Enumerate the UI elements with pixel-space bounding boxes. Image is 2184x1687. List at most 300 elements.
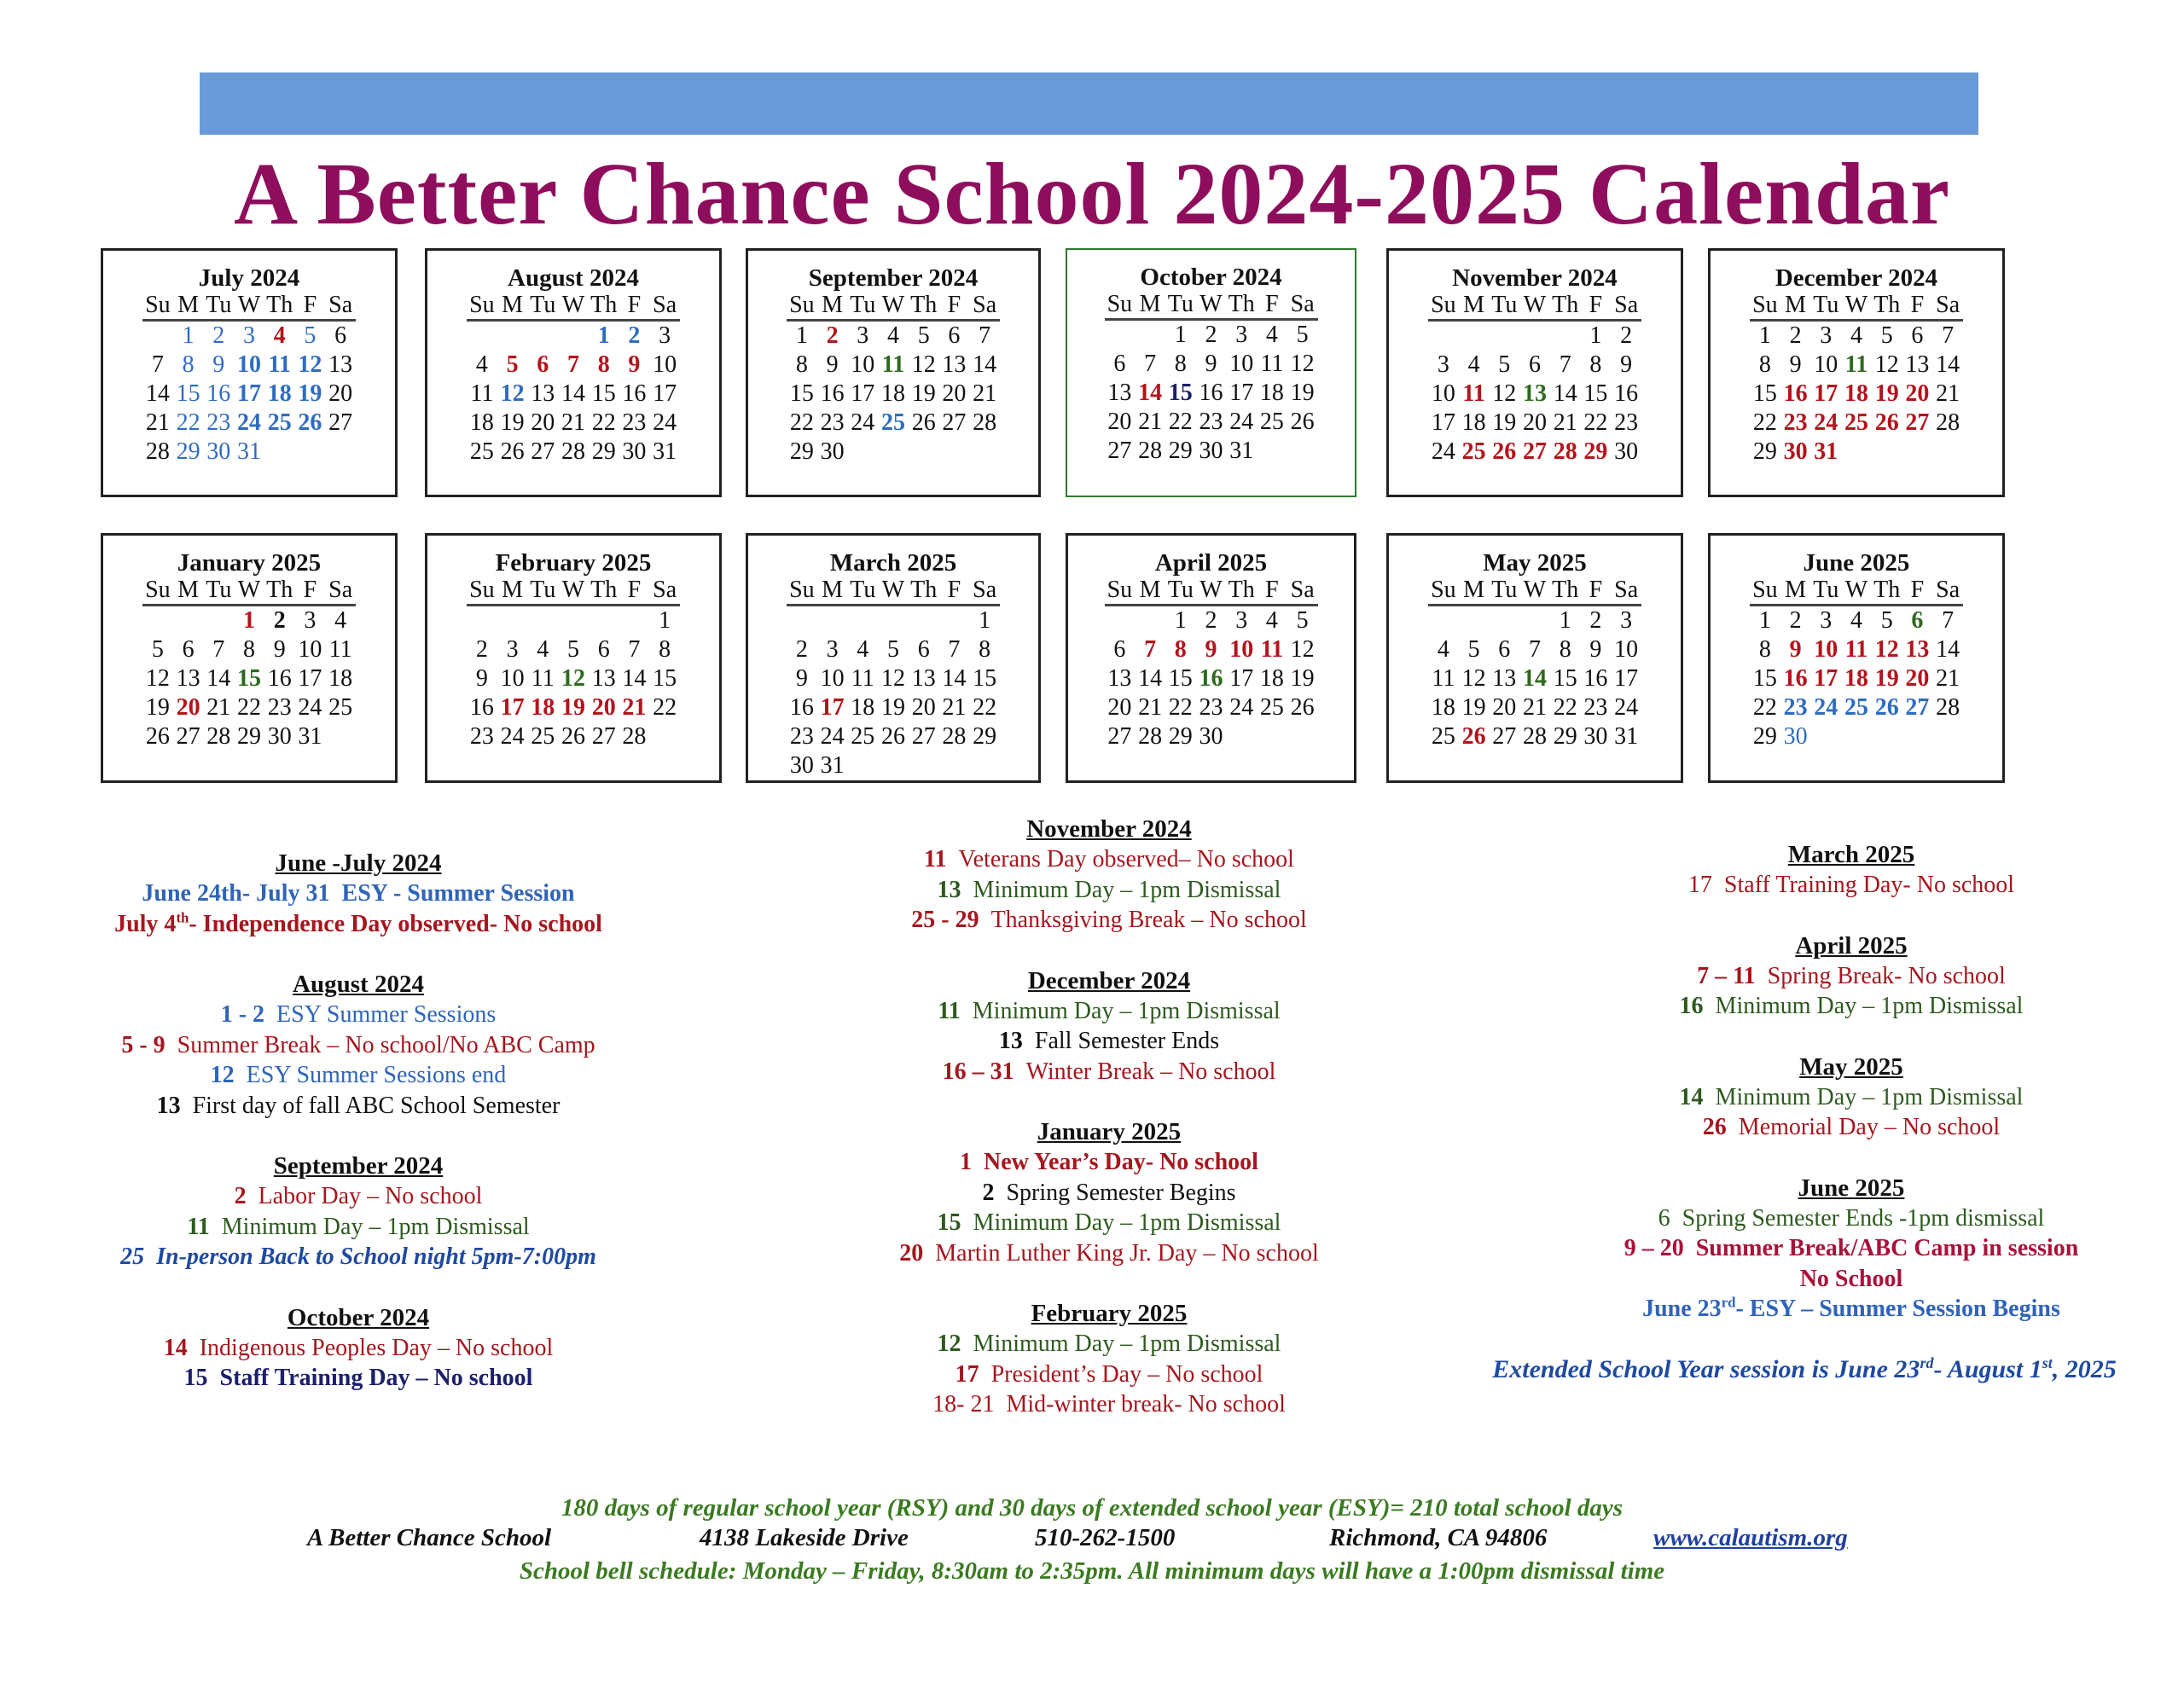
day-cell: 26: [298, 409, 322, 436]
page-title: A Better Chance School 2024-2025 Calendar: [233, 145, 1951, 243]
event-item: [1553, 961, 2150, 992]
month-title: August 2024: [508, 264, 639, 292]
day-cell: 2: [628, 322, 641, 349]
day-cell: 4: [1265, 322, 1278, 348]
day-cell: 25: [469, 438, 494, 465]
day-cell: 14: [1553, 380, 1577, 407]
day-cell: 7: [948, 636, 961, 663]
day-cell: 9: [1205, 351, 1217, 377]
day-cell: 27: [531, 438, 555, 465]
day-cell: 29: [591, 438, 616, 465]
day-cell: 28: [1936, 409, 1960, 436]
day-cell: 30: [267, 723, 292, 750]
event-section: [1553, 1052, 2150, 1143]
day-cell: 9: [475, 665, 488, 692]
day-cell: 14: [942, 665, 967, 692]
day-cell: 19: [298, 380, 322, 407]
event-item: [810, 996, 1408, 1027]
day-cell: 24: [236, 409, 261, 436]
day-cell: 10: [1814, 636, 1838, 663]
day-cell: 16: [1783, 665, 1808, 692]
day-cell: 18: [1844, 665, 1868, 692]
day-cell: 24: [1431, 438, 1455, 465]
day-cell: 11: [470, 380, 494, 407]
day-cell: 23: [622, 409, 647, 436]
event-item: [810, 1238, 1408, 1269]
day-cell: 29: [236, 723, 261, 750]
day-cell: 6: [1528, 351, 1541, 378]
day-cell: 10: [820, 665, 845, 692]
day-cell: 25: [267, 409, 292, 436]
weekday-header: Su M Tu W Th F Sa: [1750, 292, 1963, 322]
day-cell: 23: [1783, 409, 1808, 436]
weekday-header: Su M Tu W Th F Sa: [1750, 577, 1963, 606]
day-cell: 2: [212, 322, 225, 349]
event-text: Spring Break- No school: [1767, 962, 2006, 989]
day-cell: 15: [176, 380, 200, 407]
school-city: Richmond, CA 94806: [1329, 1524, 1548, 1551]
event-text: Winter Break – No school: [1025, 1058, 1276, 1085]
event-text: Summer Break/ABC Camp in session: [1695, 1235, 2079, 1261]
event-date: 11: [187, 1213, 210, 1240]
day-cell: 20: [1492, 694, 1517, 721]
day-cell: 18: [1259, 665, 1284, 692]
event-item: July 4th- Independence Day observed- No school: [114, 909, 602, 937]
day-cell: 16: [1614, 380, 1639, 407]
day-cell: 31: [1814, 438, 1838, 465]
event-section: [1553, 840, 2150, 901]
event-section: [60, 1151, 657, 1272]
day-cell: 18: [267, 380, 292, 407]
day-cell: 26: [1461, 723, 1486, 750]
day-cell: 19: [1874, 380, 1899, 407]
day-cell: 3: [1235, 322, 1248, 348]
day-cell: 16: [1583, 665, 1608, 692]
day-cell: 28: [561, 438, 585, 465]
day-cell: 23: [1783, 694, 1808, 721]
month-december-2024: [1708, 248, 2005, 497]
day-cell: 4: [1437, 636, 1449, 663]
day-cell: 24: [820, 723, 845, 750]
month-title: March 2025: [829, 549, 957, 577]
event-date: July 4: [114, 910, 177, 937]
day-cell: 25: [1259, 409, 1284, 435]
day-cell: 11: [851, 665, 874, 692]
event-text: Fall Semester Ends: [1034, 1028, 1220, 1054]
day-cell: 22: [1168, 694, 1193, 721]
day-cell: 25: [531, 723, 555, 750]
event-date: 17: [1687, 872, 1712, 898]
day-cell: 8: [1758, 351, 1771, 378]
day-cell: 29: [1168, 723, 1193, 750]
day-cell: 1: [1174, 607, 1187, 634]
day-cell: 2: [826, 322, 839, 349]
event-item: [1553, 1112, 2150, 1143]
event-section-heading: January 2025: [1037, 1118, 1182, 1145]
day-cell: 8: [182, 351, 195, 378]
day-cell: 1: [182, 322, 195, 349]
day-cell: 23: [469, 723, 494, 750]
day-cell: 6: [537, 351, 549, 378]
day-cell: 26: [561, 723, 585, 750]
event-date: 18- 21: [932, 1391, 995, 1417]
event-text: New Year’s Day- No school: [984, 1149, 1258, 1175]
day-cell: 19: [561, 694, 585, 721]
day-cell: 5: [304, 322, 317, 349]
day-cell: 29: [1168, 438, 1193, 464]
day-cell: 26: [1492, 438, 1517, 465]
event-date: 17: [955, 1360, 979, 1388]
event-text: Minimum Day – 1pm Dismissal: [973, 876, 1281, 903]
day-cell: 5: [1880, 607, 1893, 634]
day-cell: 13: [1492, 665, 1517, 692]
event-date: 16: [1679, 993, 1704, 1019]
day-cell: 25: [1431, 723, 1455, 750]
day-cell: 8: [242, 636, 255, 663]
day-cell: 1: [1174, 322, 1187, 348]
weekday-header: Su M Tu W Th F Sa: [1428, 577, 1641, 606]
event-item: [1553, 870, 2150, 901]
school-address: 4138 Lakeside Drive: [700, 1524, 909, 1551]
event-date: 6: [1658, 1204, 1670, 1232]
day-cell: 19: [1874, 665, 1899, 692]
day-cell: 31: [1614, 723, 1639, 750]
event-text: Memorial Day – No school: [1738, 1114, 2001, 1140]
day-cell: 12: [1290, 636, 1315, 663]
event-section-heading: May 2025: [1799, 1052, 1903, 1081]
day-cell: 16: [469, 694, 494, 721]
event-section: [60, 1303, 657, 1394]
event-text: ESY Summer Sessions: [276, 1001, 497, 1028]
weekday-header: Su M Tu W Th F Sa: [1105, 577, 1318, 606]
day-cell: 29: [973, 723, 997, 750]
day-cell: 15: [236, 665, 261, 692]
day-cell: 14: [1138, 665, 1163, 692]
day-cell: 18: [328, 665, 353, 692]
day-cell: 11: [268, 351, 291, 378]
event-item: [60, 1181, 657, 1212]
day-cell: 8: [979, 636, 991, 663]
day-cell: 10: [653, 351, 677, 378]
day-cell: 14: [1936, 351, 1960, 378]
esy-session-note: Extended School Year session is June 23rd- August 1st, 2025: [1492, 1354, 2117, 1383]
day-cell: 21: [206, 694, 231, 721]
day-cell: 9: [1589, 636, 1602, 663]
day-cell: 18: [1844, 380, 1868, 407]
day-cell: 3: [826, 636, 839, 663]
day-cell: 19: [500, 409, 525, 436]
day-cell: 22: [1168, 409, 1193, 435]
event-text: - ESY – Summer Session Begins: [1735, 1296, 2060, 1322]
month-august-2024: [425, 248, 722, 497]
weekday-header: Su M Tu W Th F Sa: [467, 292, 680, 322]
day-cell: 14: [561, 380, 585, 407]
day-cell: 9: [1205, 636, 1217, 663]
day-cell: 2: [1789, 607, 1802, 634]
day-cell: 1: [242, 607, 255, 634]
day-cell: 17: [298, 665, 322, 692]
day-cell: 16: [820, 380, 845, 407]
event-text: No School: [1799, 1265, 1903, 1292]
day-cell: 24: [1814, 694, 1838, 721]
day-cell: 19: [880, 694, 905, 721]
event-date: 5 - 9: [121, 1031, 166, 1058]
day-cell: 18: [531, 694, 555, 721]
event-section: [1553, 1174, 2150, 1325]
day-cell: 13: [1905, 636, 1930, 663]
day-cell: 18: [469, 409, 494, 436]
event-section-heading: February 2025: [1031, 1300, 1188, 1327]
day-cell: 29: [1553, 723, 1577, 750]
day-cell: 14: [1522, 665, 1547, 692]
day-cell: 12: [145, 665, 170, 692]
event-date: 11: [938, 997, 961, 1024]
event-date: 12: [210, 1062, 235, 1088]
day-cell: 22: [973, 694, 997, 721]
day-cell: 27: [942, 409, 967, 436]
event-item: [1553, 1264, 2150, 1295]
day-cell: 24: [1229, 694, 1254, 721]
day-cell: 5: [1498, 351, 1511, 378]
day-cell: 28: [1138, 723, 1163, 750]
day-cell: 30: [1199, 438, 1223, 464]
day-cell: 9: [212, 351, 225, 378]
day-cell: 20: [942, 380, 967, 407]
day-cell: 6: [182, 636, 195, 663]
month-title: October 2024: [1140, 264, 1282, 291]
day-cell: 26: [1874, 694, 1899, 721]
day-cell: 15: [1752, 665, 1777, 692]
day-cell: 5: [886, 636, 899, 663]
day-cell: 28: [1553, 438, 1577, 465]
day-cell: 3: [242, 322, 255, 349]
event-text: Veterans Day observed– No school: [958, 846, 1294, 872]
event-item: [60, 1212, 657, 1243]
day-cell: 5: [151, 636, 164, 663]
month-october-2024: [1066, 248, 1356, 497]
day-cell: 14: [206, 665, 231, 692]
day-cell: 5: [506, 351, 519, 378]
days-summary: 180 days of regular school year (RSY) and 30 days of extended school year (ESY)= 210 total school days: [561, 1494, 1623, 1522]
day-cell: 19: [1290, 380, 1315, 406]
day-cell: 16: [622, 380, 647, 407]
event-date: June 24th- July 31: [142, 880, 330, 907]
event-text: Staff Training Day- No school: [1723, 872, 2015, 898]
day-cell: 17: [851, 380, 875, 407]
day-cell: 23: [1583, 694, 1608, 721]
month-february-2025: [425, 533, 722, 783]
day-cell: 15: [1168, 380, 1193, 406]
day-cell: 27: [176, 723, 200, 750]
day-cell: 12: [911, 351, 936, 378]
day-cell: 1: [1758, 322, 1771, 349]
month-may-2025: [1386, 533, 1683, 783]
event-text: Indigenous Peoples Day – No school: [199, 1334, 554, 1361]
day-cell: 3: [1620, 607, 1633, 634]
event-text: ESY Summer Sessions end: [246, 1062, 507, 1088]
day-cell: 5: [566, 636, 579, 663]
day-cell: 13: [1107, 665, 1132, 692]
day-cell: 31: [1229, 438, 1254, 464]
day-cell: 15: [591, 380, 616, 407]
day-cell: 25: [1259, 694, 1284, 721]
event-section-heading: June 2025: [1798, 1174, 1905, 1202]
day-cell: 16: [1199, 380, 1223, 406]
school-name: A Better Chance School: [307, 1524, 552, 1551]
event-item: [810, 1208, 1408, 1238]
day-cell: 11: [1844, 351, 1868, 378]
website-link[interactable]: www.calautism.org: [1653, 1524, 1848, 1551]
day-cell: 26: [911, 409, 936, 436]
day-cell: 30: [206, 438, 231, 465]
day-cell: 12: [1290, 351, 1315, 377]
month-title: February 2025: [495, 549, 652, 577]
day-cell: 12: [1492, 380, 1517, 407]
event-item: [60, 1000, 657, 1030]
event-section: [810, 1117, 1408, 1268]
month-title: December 2024: [1774, 264, 1938, 292]
day-cell: 2: [1620, 322, 1633, 349]
event-section-heading: November 2024: [1026, 815, 1192, 843]
day-cell: 29: [1752, 723, 1777, 750]
event-text: Martin Luther King Jr. Day – No school: [935, 1239, 1319, 1267]
day-cell: 24: [1229, 409, 1254, 435]
event-date: 9 – 20: [1623, 1235, 1684, 1261]
day-cell: 18: [880, 380, 905, 407]
event-item: [1553, 991, 2150, 1022]
day-cell: 19: [1461, 694, 1486, 721]
month-title: September 2024: [808, 264, 979, 292]
day-cell: 3: [506, 636, 519, 663]
day-cell: 20: [328, 380, 353, 407]
day-cell: 22: [1752, 694, 1777, 721]
event-date: 2: [982, 1179, 995, 1206]
day-cell: 6: [1113, 351, 1126, 377]
day-cell: 7: [212, 636, 225, 663]
day-cell: 24: [298, 694, 322, 721]
day-cell: 4: [273, 322, 286, 349]
event-date: 26: [1702, 1114, 1727, 1140]
event-item: [1553, 1233, 2150, 1264]
day-cell: 25: [1461, 438, 1486, 465]
day-cell: 2: [475, 636, 488, 663]
day-cell: 12: [1874, 351, 1899, 378]
day-cell: 14: [1138, 380, 1163, 406]
day-cell: 9: [795, 665, 808, 692]
event-date: 20: [899, 1239, 924, 1267]
day-cell: 21: [1936, 665, 1960, 692]
day-cell: 8: [1174, 351, 1187, 377]
event-text: Summer Break – No school/No ABC Camp: [177, 1031, 595, 1058]
day-cell: 3: [857, 322, 869, 349]
month-september-2024: [746, 248, 1041, 497]
day-cell: 27: [328, 409, 353, 436]
event-item: [810, 1147, 1408, 1178]
day-cell: 22: [653, 694, 677, 721]
day-cell: 16: [1783, 380, 1808, 407]
weekday-header: Su M Tu W Th F Sa: [787, 577, 1000, 606]
day-cell: 23: [1614, 409, 1639, 436]
day-cell: 18: [851, 694, 875, 721]
event-section-heading: September 2024: [273, 1152, 444, 1180]
day-cell: 10: [1814, 351, 1838, 378]
event-text: Minimum Day – 1pm Dismissal: [221, 1213, 530, 1240]
day-cell: 28: [145, 438, 170, 465]
event-date: 13: [937, 876, 961, 903]
day-cell: 24: [1814, 409, 1838, 436]
day-cell: 10: [1431, 380, 1455, 407]
day-cell: 12: [298, 351, 322, 378]
event-text: Spring Semester Begins: [1006, 1179, 1236, 1206]
day-cell: 19: [1290, 665, 1315, 692]
event-text: - Independence Day observed- No school: [189, 910, 602, 937]
day-cell: 29: [1752, 438, 1777, 465]
day-cell: 3: [304, 607, 317, 634]
day-cell: 26: [880, 723, 905, 750]
day-cell: 18: [1259, 380, 1284, 406]
day-cell: 26: [1290, 694, 1315, 721]
event-text: First day of fall ABC School Semester: [192, 1092, 561, 1119]
event-date: 13: [998, 1028, 1023, 1054]
day-cell: 4: [537, 636, 549, 663]
event-section: [1553, 931, 2150, 1022]
day-cell: 3: [1820, 322, 1833, 349]
day-cell: 13: [1905, 351, 1930, 378]
month-january-2025: [101, 533, 398, 783]
event-section: [60, 849, 657, 939]
day-cell: 2: [1789, 322, 1802, 349]
day-cell: 5: [1296, 607, 1309, 634]
day-cell: 13: [1522, 380, 1547, 407]
day-cell: 8: [1589, 351, 1602, 378]
day-cell: 23: [267, 694, 292, 721]
day-cell: 30: [1199, 723, 1223, 750]
day-cell: 29: [176, 438, 200, 465]
month-june-2025: [1708, 533, 2005, 783]
day-cell: 30: [1583, 723, 1608, 750]
day-cell: 24: [500, 723, 525, 750]
weekday-header: Su M Tu W Th F Sa: [142, 292, 356, 322]
day-cell: 8: [659, 636, 671, 663]
day-cell: 12: [1461, 665, 1486, 692]
day-cell: 1: [979, 607, 991, 634]
day-cell: 4: [1467, 351, 1480, 378]
day-cell: 17: [1229, 380, 1254, 406]
day-cell: 17: [500, 694, 525, 721]
day-cell: 28: [942, 723, 967, 750]
day-cell: 29: [1583, 438, 1608, 465]
day-cell: 10: [500, 665, 525, 692]
event-item: [810, 844, 1408, 875]
event-text: ESY - Summer Session: [341, 880, 575, 907]
day-cell: 5: [1296, 322, 1309, 348]
day-cell: 30: [789, 752, 814, 779]
day-cell: 27: [1905, 694, 1930, 721]
event-section: [60, 970, 657, 1121]
day-cell: 11: [1844, 636, 1868, 663]
day-cell: 10: [236, 351, 261, 378]
day-cell: 7: [151, 351, 164, 378]
day-cell: 1: [1758, 607, 1771, 634]
event-item: [810, 875, 1408, 906]
day-cell: 23: [789, 723, 814, 750]
day-cell: 10: [851, 351, 875, 378]
event-date: 25: [120, 1244, 145, 1270]
event-item: [810, 1057, 1408, 1087]
day-cell: 14: [145, 380, 170, 407]
event-date: 7 – 11: [1697, 962, 1756, 989]
day-cell: 4: [334, 607, 347, 634]
